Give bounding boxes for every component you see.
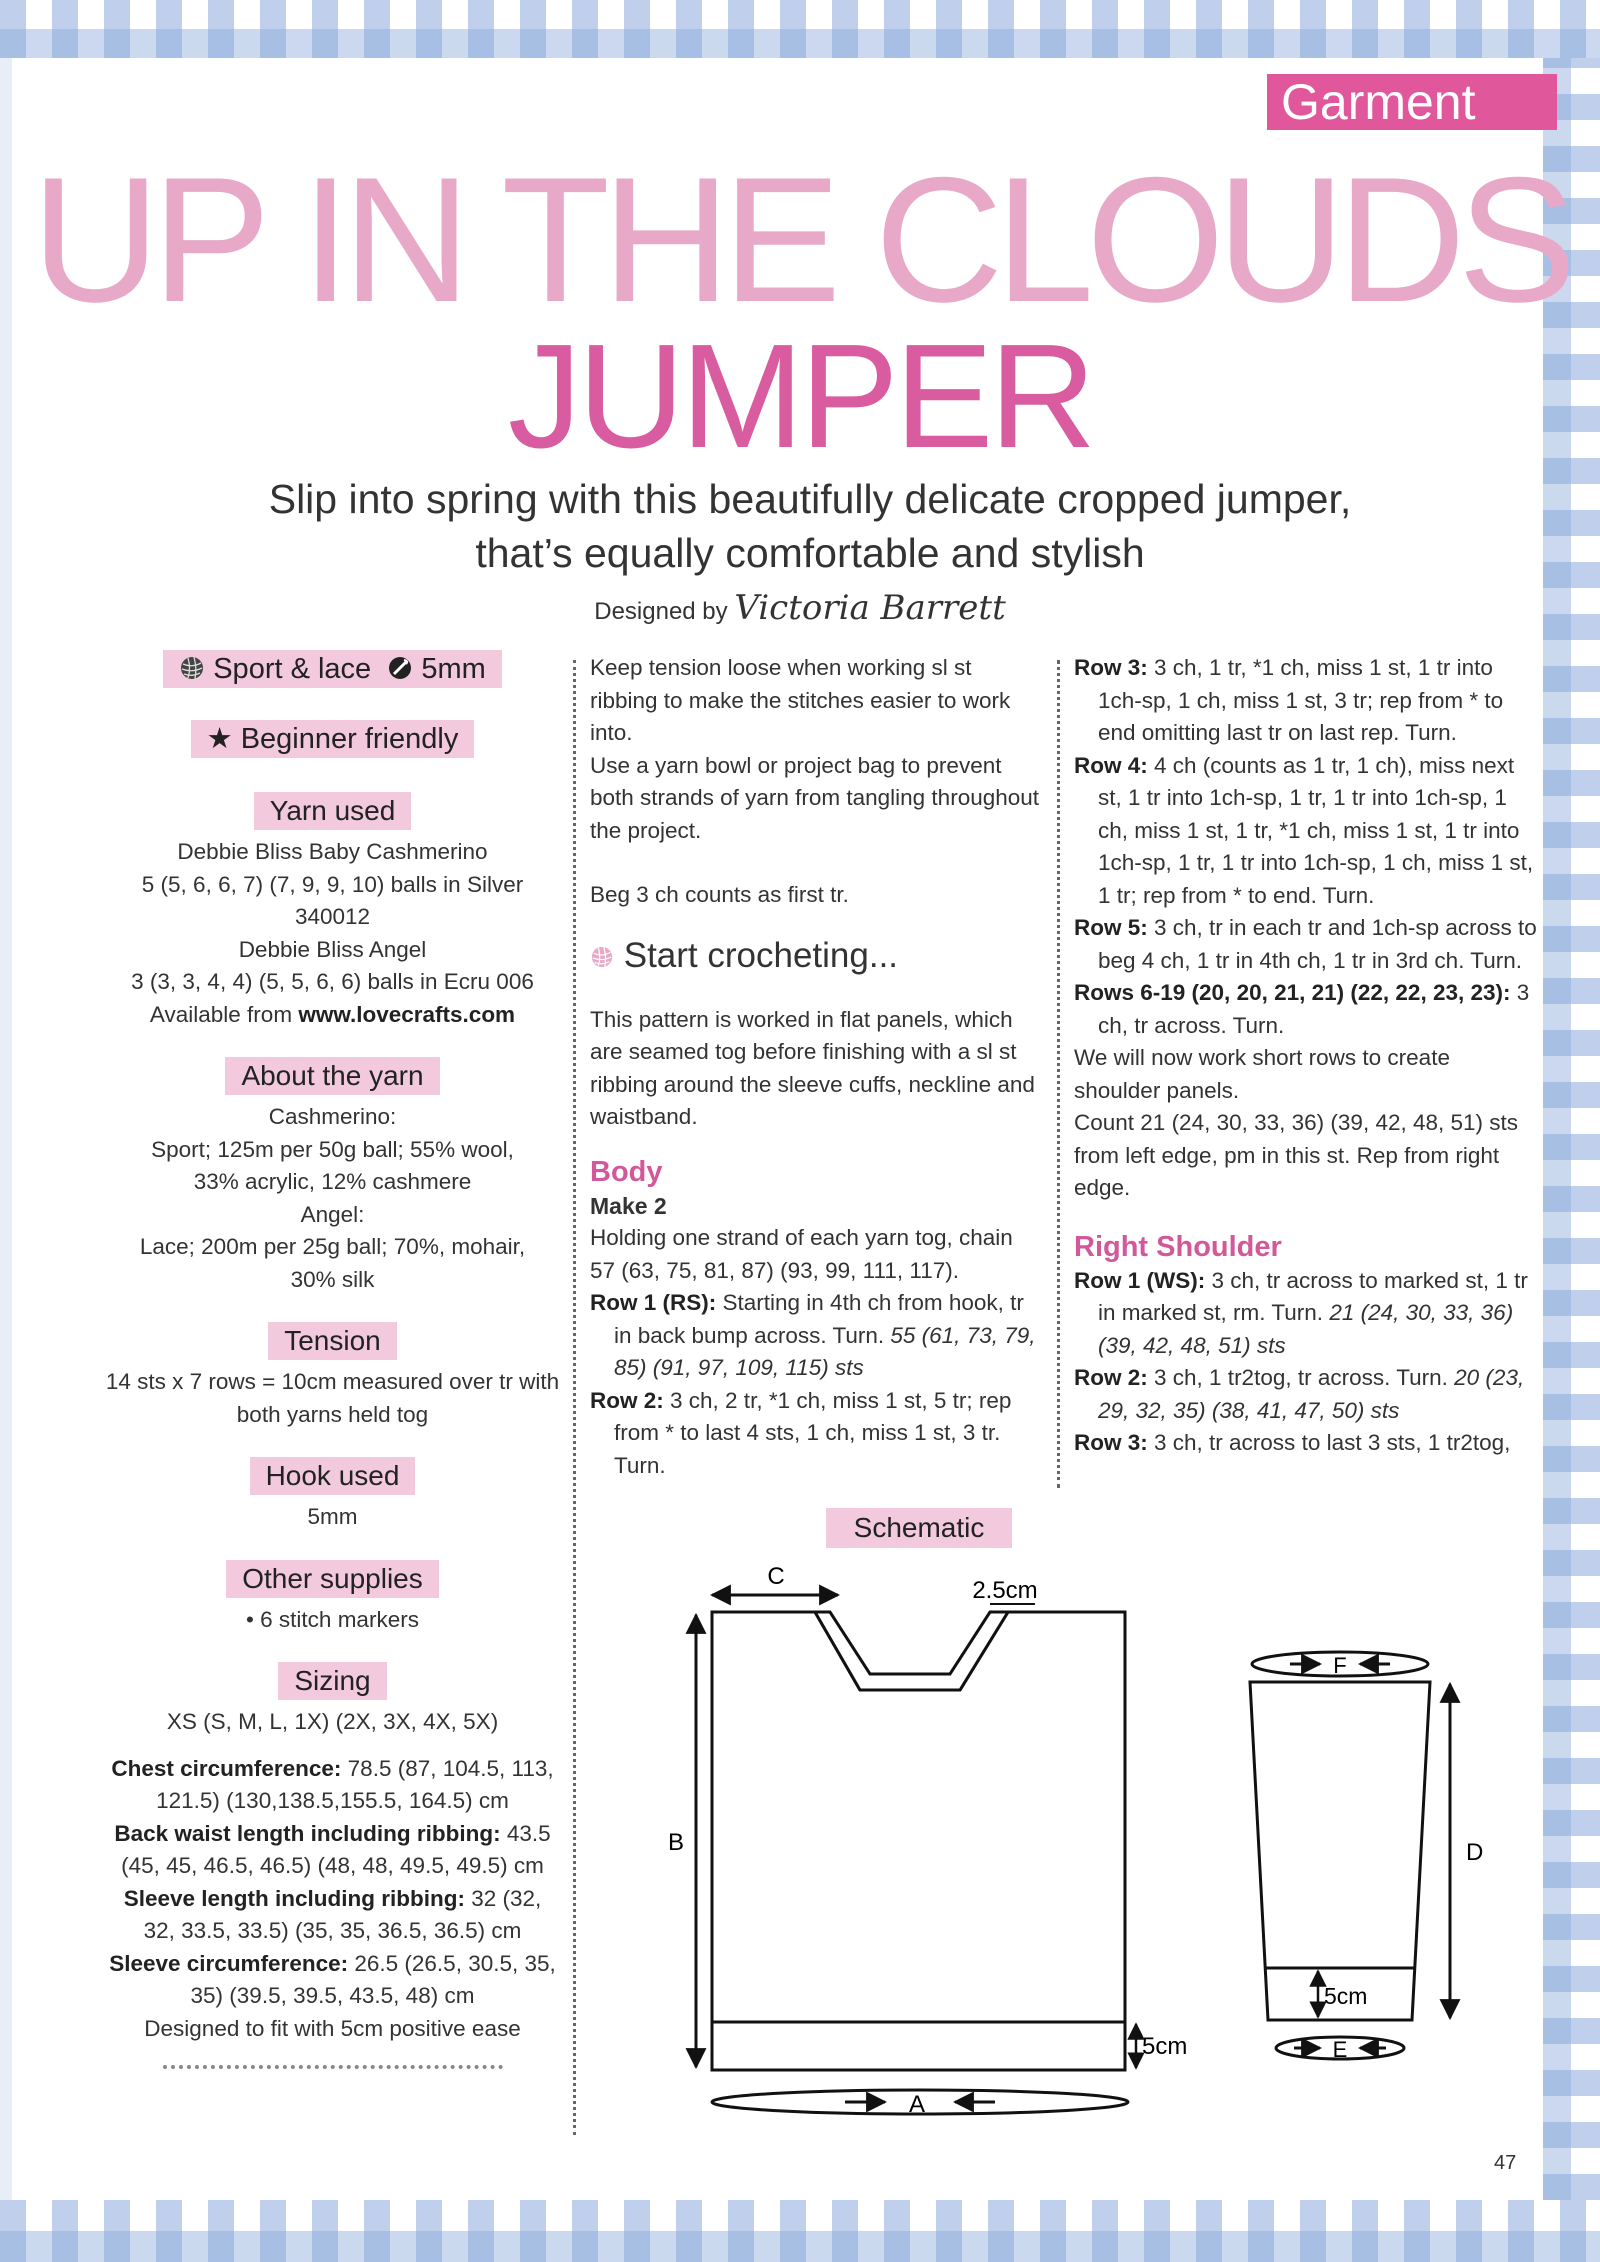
section-tag: Garment [1267, 74, 1557, 130]
row-text: 3 ch, tr across. Turn. [1098, 980, 1530, 1038]
sleeve-value: 32 (32, 32, 33.5, 33.5) (35, 35, 36.5, 36.5) cm [143, 1885, 542, 1943]
about-line: Angel: [300, 1201, 365, 1227]
difficulty-badge [191, 720, 475, 758]
about-yarn-section [105, 1057, 560, 1296]
yarn-used-section [105, 792, 560, 1031]
tension-section [105, 1322, 560, 1431]
tension-text: 14 sts x 7 rows = 10cm measured over tr with both yarns held tog [105, 1369, 560, 1427]
difficulty-label: Beginner friendly [240, 723, 459, 755]
short-rows-note: We will now work short rows to create shoulder panels. [1074, 1045, 1450, 1103]
yarn-ball-icon [179, 655, 205, 681]
hook-heading: Hook used [250, 1457, 416, 1495]
row-text: 3 ch, tr across to marked st, 1 tr in marked st, rm. Turn. [1098, 1267, 1528, 1325]
shoulder-row-1 [1074, 1265, 1539, 1363]
row-label: Row 1 (WS): [1074, 1267, 1206, 1293]
about-line: 30% silk [290, 1266, 375, 1292]
row-label: Row 3: [1074, 655, 1148, 680]
label-a: A [908, 2091, 926, 2118]
row-4 [1074, 750, 1539, 913]
label-e: E [1332, 2037, 1348, 2062]
row-text: 3 ch, tr in each tr and 1ch-sp across to beg 4 ch, 1 tr in 4th ch, 1 tr in 3rd ch. Turn. [1098, 915, 1537, 973]
instructions-column-1 [590, 652, 1040, 1482]
sleeve-label: Sleeve length including ribbing: [123, 1885, 465, 1911]
shoulder-row-3 [1074, 1427, 1539, 1460]
designer-credit [0, 588, 1600, 628]
instructions-column-2 [1074, 652, 1539, 1460]
page-number: 47 [1494, 2152, 1517, 2174]
yarn-weight: Sport & lace [213, 653, 372, 685]
row-label: Row 2: [1074, 1365, 1148, 1390]
designer-name: Victoria Barrett [734, 588, 1006, 628]
stitch-count: 55 (61, 73, 79, 85) (91, 97, 109, 115) sts [614, 1322, 1036, 1380]
fit-note: Designed to fit with 5cm positive ease [144, 2015, 521, 2041]
make-count: Make 2 [590, 1192, 667, 1219]
about-line: Lace; 200m per 25g ball; 70%, mohair, [139, 1234, 526, 1259]
rows-6-19 [1074, 977, 1539, 1042]
sleeve-panel [1250, 1682, 1430, 2020]
row-3 [1074, 652, 1539, 750]
tension-heading: Tension [268, 1322, 397, 1360]
gingham-border-bottom [0, 2200, 1600, 2262]
subtitle-line-1: Slip into spring with this beautifully delicate cropped jumper, [268, 476, 1352, 522]
sizing-text: XS (S, M, L, 1X) (2X, 3X, 4X, 5X) [166, 1709, 499, 1734]
row-label: Row 3: [1074, 1430, 1148, 1455]
sizing-section [105, 1662, 560, 2069]
chest-value: 78.5 (87, 104.5, 113, 121.5) (130,138.5,155.5, 164.5) cm [156, 1755, 554, 1813]
sleeve-circ-label: Sleeve circumference: [109, 1950, 349, 1976]
row-text: 3 ch, 1 tr, *1 ch, miss 1 st, 1 tr into 1ch-sp, 1 ch, miss 1 st, 3 tr; rep from * to end omitting last tr on last rep. Turn. [1098, 655, 1504, 745]
foundation-chain: Holding one strand of each yarn tog, chain 57 (63, 75, 81, 87) (93, 99, 111, 117). [590, 1225, 1013, 1283]
start-heading-text: Start crocheting... [623, 935, 899, 975]
row-5 [1074, 912, 1539, 977]
stitch-count: 21 (24, 30, 33, 36) (39, 42, 48, 51) sts [1098, 1300, 1514, 1358]
right-shoulder-heading: Right Shoulder [1074, 1230, 1282, 1263]
supplies-section [105, 1560, 560, 1637]
sleeve-circ-value: 26.5 (26.5, 30.5, 35, 35) (39.5, 39.5, 43.5, 48) cm [190, 1950, 556, 2008]
available-label: Available from [149, 1001, 293, 1027]
yarn-ball-icon [590, 945, 614, 969]
hook-section [105, 1457, 560, 1534]
yarn-line: Debbie Bliss Baby Cashmerino [177, 839, 488, 864]
label-f: F [1333, 1653, 1347, 1678]
chest-label: Chest circumference: [111, 1755, 342, 1781]
row-2 [590, 1385, 1040, 1483]
row-label: Rows 6-19 (20, 20, 21, 21) (22, 22, 23, 23): [1074, 980, 1511, 1005]
column-divider [1057, 660, 1060, 1488]
supplier-link[interactable]: www.lovecrafts.com [298, 1001, 516, 1027]
hook-size-badge: 5mm [421, 653, 486, 685]
title-line-1: UP IN THE CLOUDS [31, 140, 1569, 339]
title-line-2: JUMPER [507, 314, 1093, 479]
hook-text: 5mm [307, 1504, 358, 1529]
row-text: Starting in 4th ch from hook, tr in back bump across. Turn. [614, 1290, 1024, 1348]
row-label: Row 2: [590, 1387, 664, 1413]
about-yarn-heading: About the yarn [225, 1057, 439, 1095]
yarn-line: 5 (5, 6, 6, 7) (7, 9, 9, 10) balls in Silver 340012 [141, 871, 524, 929]
back-label: Back waist length including ribbing: [114, 1820, 501, 1846]
supplies-heading: Other supplies [226, 1560, 439, 1598]
star-icon: ★ [206, 723, 233, 755]
schematic-diagram [660, 1560, 1484, 2120]
yarn-line: Debbie Bliss Angel [238, 936, 427, 962]
info-column [105, 650, 560, 2069]
label-b: B [667, 1829, 685, 1856]
label-d: D [1466, 1839, 1484, 1866]
shoulder-row-2 [1074, 1362, 1539, 1427]
about-line: Cashmerino: [268, 1104, 397, 1129]
dotted-divider [163, 2065, 503, 2069]
row-text: 3 ch, tr across to last 3 sts, 1 tr2tog, [1147, 1430, 1511, 1455]
yarn-weight-badge [163, 650, 502, 688]
schematic-heading: Schematic [826, 1508, 1012, 1548]
row-label: Row 4: [1074, 752, 1148, 778]
row-label: Row 5: [1074, 915, 1148, 940]
gingham-border-top [0, 0, 1600, 58]
about-line: Sport; 125m per 50g ball; 55% wool, [151, 1136, 514, 1162]
yarn-line: 3 (3, 3, 4, 4) (5, 5, 6, 6) balls in Ecru 006 [131, 969, 534, 994]
row-text: 4 ch (counts as 1 tr, 1 ch), miss next st, 1 tr into 1ch-sp, 1 tr, 1 tr into 1ch-sp, 1 ch, miss 1 st, 1 tr, *1 ch, miss 1 st, 1 tr into 1ch-sp, 1 tr, 1 tr into 1ch-sp, 1 ch, miss 1 st, 1 tr; rep from * to end. Turn. [1098, 752, 1534, 908]
tip-1: Keep tension loose when working sl st ribbing to make the stitches easier to work into. [590, 655, 1011, 745]
designed-by-label: Designed by [594, 598, 728, 625]
sizing-heading: Sizing [278, 1662, 386, 1700]
start-heading [590, 932, 1040, 980]
subtitle [140, 472, 1480, 580]
label-cuff-depth: 5cm [1324, 1983, 1368, 2009]
yarn-used-heading: Yarn used [254, 792, 412, 830]
label-neck-width: 2.5cm [972, 1577, 1038, 1604]
supplies-text: • 6 stitch markers [246, 1606, 419, 1632]
label-rib-depth: 5cm [1142, 2033, 1188, 2060]
subtitle-line-2: that’s equally comfortable and stylish [475, 530, 1145, 576]
tip-2: Use a yarn bowl or project bag to prevent both strands of yarn from tangling throughout the project. [590, 752, 1040, 843]
body-heading: Body [590, 1155, 663, 1188]
column-divider [573, 660, 576, 2135]
stitch-count: 20 (23, 29, 32, 35) (38, 41, 47, 50) sts [1098, 1365, 1525, 1423]
row-text: 3 ch, 2 tr, *1 ch, miss 1 st, 5 tr; rep from * to last 4 sts, 1 ch, miss 1 st, 3 tr. Turn. [614, 1387, 1012, 1478]
intro-text: This pattern is worked in flat panels, which are seamed tog before finishing with a sl st ribbing around the sleeve cuffs, neckline and waistband. [590, 1006, 1035, 1129]
row-label: Row 1 (RS): [590, 1290, 717, 1315]
body-panel [712, 1612, 1125, 2070]
count-note: Count 21 (24, 30, 33, 36) (39, 42, 48, 51) sts from left edge, pm in this st. Rep from right edge. [1074, 1110, 1519, 1200]
crochet-hook-icon [387, 655, 413, 681]
stitch-note: Beg 3 ch counts as first tr. [590, 882, 849, 907]
label-c: C [767, 1563, 785, 1590]
back-value: 43.5 (45, 45, 46.5, 46.5) (48, 48, 49.5, 49.5) cm [121, 1820, 551, 1878]
about-line: 33% acrylic, 12% cashmere [193, 1169, 472, 1194]
row-1 [590, 1287, 1040, 1385]
row-text: 3 ch, 1 tr2tog, tr across. Turn. [1147, 1365, 1455, 1390]
